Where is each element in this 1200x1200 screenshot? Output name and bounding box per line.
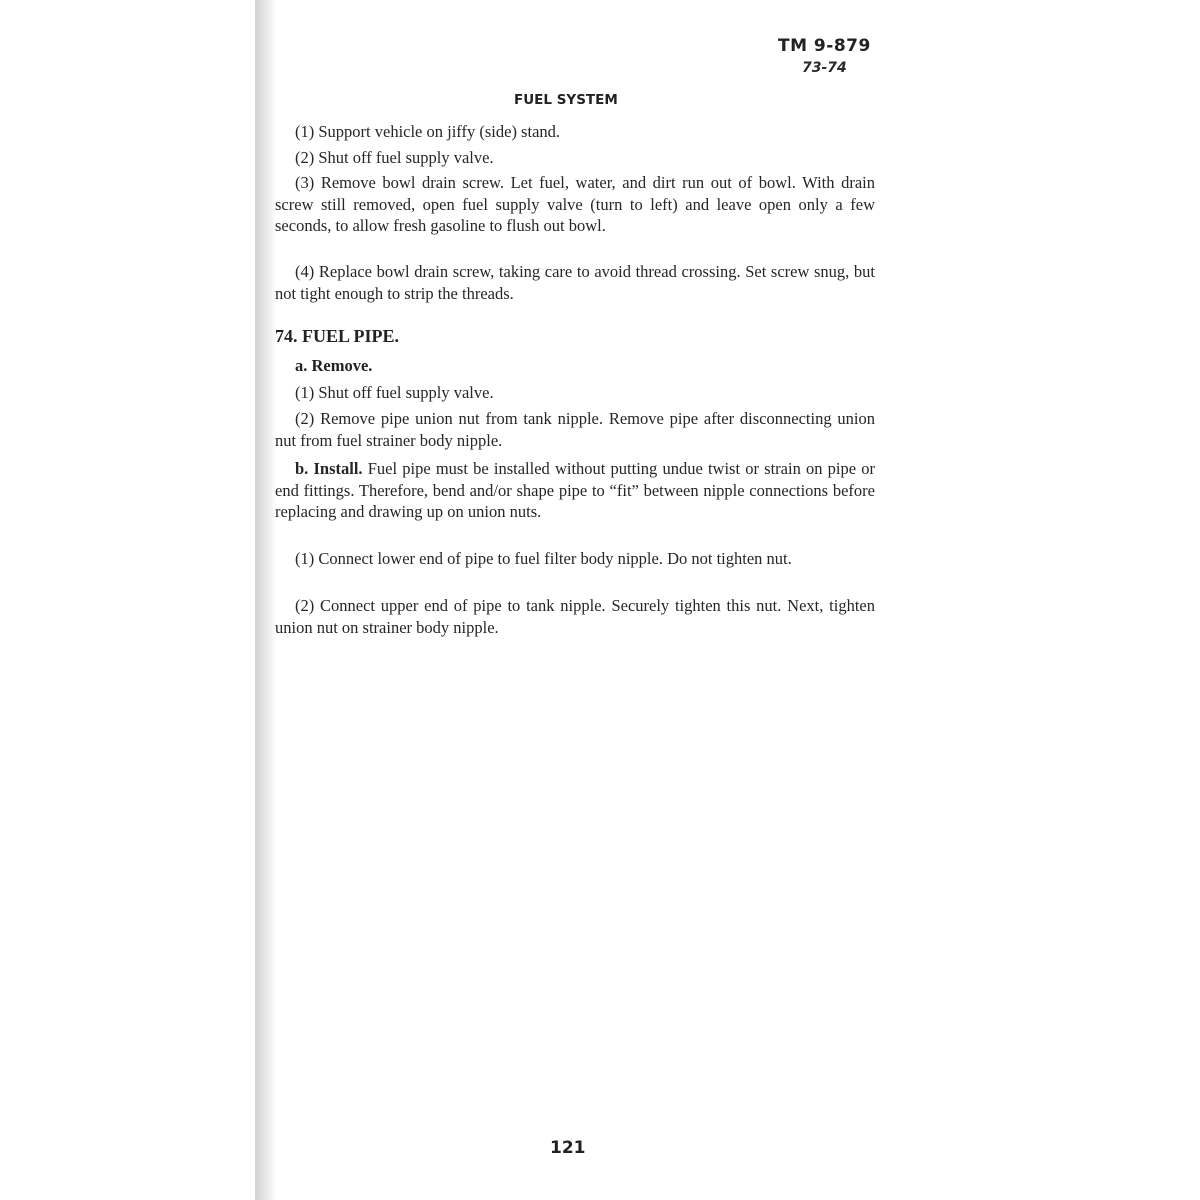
- subheading-install: b. Install.: [295, 459, 363, 478]
- heading-74-fuel-pipe: 74. FUEL PIPE.: [275, 326, 400, 346]
- step-73-2: (2) Shut off fuel supply valve.: [295, 148, 494, 167]
- install-intro: Fuel pipe must be installed without putting undue twist or strain on pipe or end fittings. Therefore, bend and/or shape pipe to “fit” between nipple connections before replacing and drawing up on union nuts.: [275, 459, 876, 522]
- install-step-1: (1) Connect lower end of pipe to fuel filter body nipple. Do not tighten nut.: [295, 549, 792, 568]
- step-73-3: (3) Remove bowl drain screw. Let fuel, water, and dirt run out of bowl. With drain screw still removed, open fuel supply valve (turn to left) and leave open only a few seconds, to allow fresh gasoline to flush out bowl.: [275, 173, 875, 236]
- step-73-1: (1) Support vehicle on jiffy (side) stand.: [295, 122, 561, 141]
- paragraph-range: 73-74: [802, 60, 847, 76]
- remove-step-1: (1) Shut off fuel supply valve.: [295, 383, 494, 402]
- subheading-remove: a. Remove.: [295, 356, 373, 375]
- install-paragraph: [275, 458, 875, 523]
- binding-gutter-shadow: [255, 0, 277, 1200]
- document-number: TM 9-879: [778, 36, 871, 56]
- remove-step-2: (2) Remove pipe union nut from tank nipple. Remove pipe after disconnecting union nut from fuel strainer body nipple.: [275, 409, 875, 450]
- page-number: 121: [550, 1138, 586, 1158]
- section-title: FUEL SYSTEM: [514, 92, 618, 108]
- step-73-4: (4) Replace bowl drain screw, taking care to avoid thread crossing. Set screw snug, but not tight enough to strip the threads.: [275, 262, 875, 303]
- install-step-2: (2) Connect upper end of pipe to tank nipple. Securely tighten this nut. Next, tighten union nut on strainer body nipple.: [275, 596, 875, 637]
